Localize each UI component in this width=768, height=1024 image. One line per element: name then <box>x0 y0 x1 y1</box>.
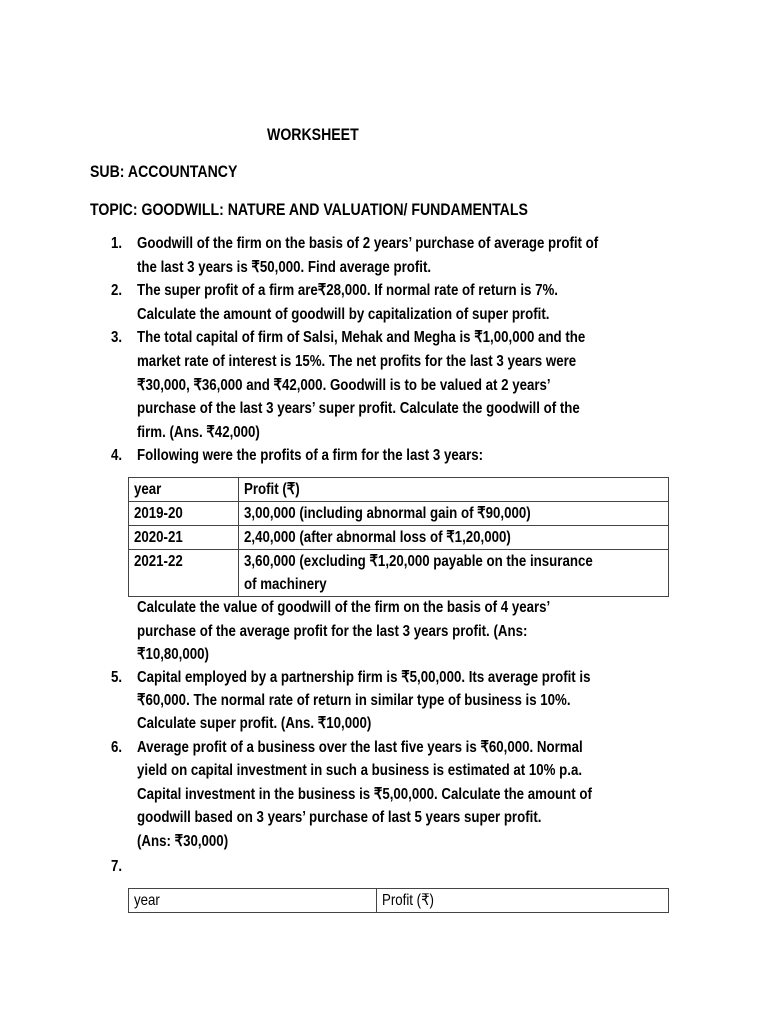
question-number: 1. <box>111 235 123 252</box>
question-text-line: Capital investment in the business is ₹5,00,000. Calculate the amount of <box>137 786 592 803</box>
question-number: 3. <box>111 329 123 346</box>
header-year: year <box>134 892 160 909</box>
profit-table-q7 <box>128 888 669 913</box>
question-text-line: ₹30,000, ₹36,000 and ₹42,000. Goodwill is to be valued at 2 years’ <box>137 377 551 394</box>
question-text-line: Capital employed by a partnership firm is ₹5,00,000. Its average profit is <box>137 669 591 686</box>
subject-heading: SUB: ACCOUNTANCY <box>90 162 238 181</box>
question-text-line: ₹60,000. The normal rate of return in similar type of business is 10%. <box>137 692 571 709</box>
question-text-line: goodwill based on 3 years’ purchase of last 5 years super profit. <box>137 809 542 826</box>
question-text-line: the last 3 years is ₹50,000. Find average profit. <box>137 259 432 276</box>
header-profit: Profit (₹) <box>244 481 300 498</box>
question-number: 2. <box>111 282 123 299</box>
question-text-line: Goodwill of the firm on the basis of 2 years’ purchase of average profit of <box>137 235 599 252</box>
topic-heading: TOPIC: GOODWILL: NATURE AND VALUATION/ FUNDAMENTALS <box>90 200 528 219</box>
question-number: 5. <box>111 669 123 686</box>
table-header-row <box>129 478 669 502</box>
table-row <box>129 550 669 597</box>
question-number: 7. <box>111 858 123 875</box>
question-text-line: market rate of interest is 15%. The net profits for the last 3 years were <box>137 353 577 370</box>
cell-profit: 2,40,000 (after abnormal loss of ₹1,20,000) <box>244 529 511 546</box>
question-text-line: Calculate the amount of goodwill by capitalization of super profit. <box>137 306 550 323</box>
question-text-line: Following were the profits of a firm for the last 3 years: <box>137 447 484 464</box>
cell-year: 2021-22 <box>134 553 183 570</box>
question-text-line: yield on capital investment in such a business is estimated at 10% p.a. <box>137 762 583 779</box>
question-number: 4. <box>111 447 123 464</box>
cell-profit: 3,60,000 (excluding ₹1,20,000 payable on the insurance <box>244 553 593 570</box>
question-text-line: The total capital of firm of Salsi, Mehak and Megha is ₹1,00,000 and the <box>137 329 586 346</box>
question-text-line: purchase of the last 3 years’ super profit. Calculate the goodwill of the <box>137 400 580 417</box>
cell-profit: 3,00,000 (including abnormal gain of ₹90,000) <box>244 505 531 522</box>
worksheet-title: WORKSHEET <box>267 125 359 144</box>
question-text-line: Calculate the value of goodwill of the firm on the basis of 4 years’ <box>137 599 551 616</box>
profit-table-q4 <box>128 477 669 597</box>
question-text-line: The super profit of a firm are₹28,000. If normal rate of return is 7%. <box>137 282 558 299</box>
cell-year: 2019-20 <box>134 505 183 522</box>
question-text-line: purchase of the average profit for the last 3 years profit. (Ans: <box>137 623 528 640</box>
header-year: year <box>134 481 162 498</box>
question-text-line: ₹10,80,000) <box>137 646 209 663</box>
question-text-line: firm. (Ans. ₹42,000) <box>137 424 260 441</box>
question-text-line: (Ans: ₹30,000) <box>137 833 229 850</box>
question-number: 6. <box>111 739 123 756</box>
table-row <box>129 502 669 526</box>
question-text-line: Average profit of a business over the last five years is ₹60,000. Normal <box>137 739 583 756</box>
cell-year: 2020-21 <box>134 529 183 546</box>
cell-profit-cont: of machinery <box>244 576 327 593</box>
table-header-row <box>129 889 669 913</box>
table-row <box>129 526 669 550</box>
header-profit: Profit (₹) <box>382 892 434 909</box>
question-text-line: Calculate super profit. (Ans. ₹10,000) <box>137 715 372 732</box>
